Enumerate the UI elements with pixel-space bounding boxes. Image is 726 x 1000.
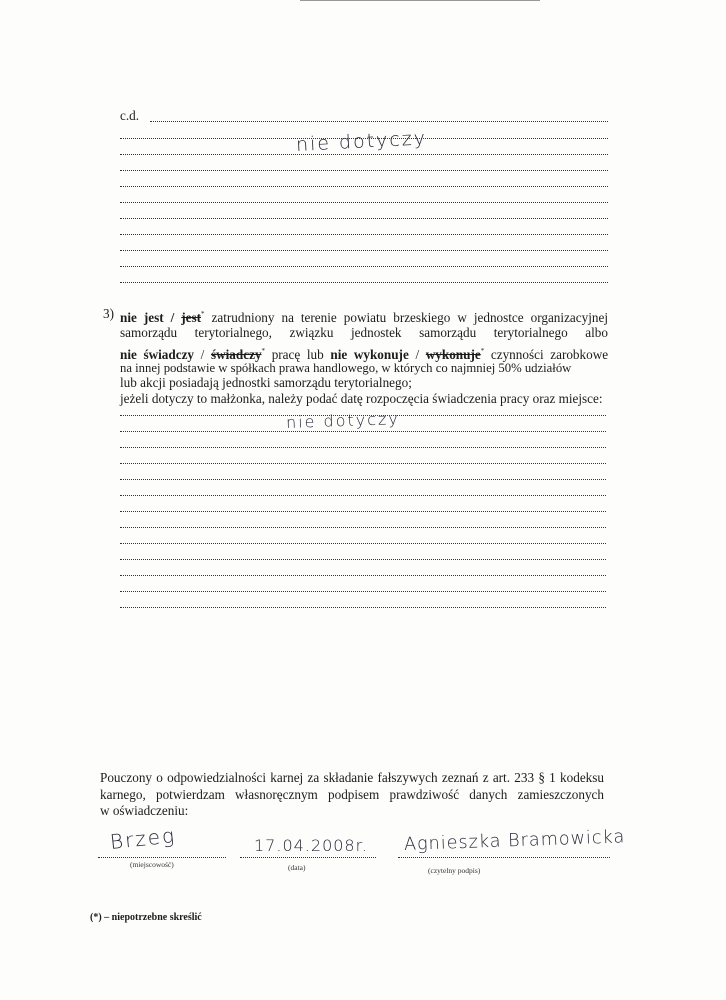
- section-cd-label: c.d.: [120, 108, 140, 123]
- declaration-line1: Pouczony o odpowiedzialności karnej za składanie fałszywych zeznań z art. 233 § 1 kodeksu: [100, 770, 604, 785]
- fill-line: [120, 543, 606, 544]
- handwritten-not-applicable-1: nie dotyczy: [295, 127, 428, 156]
- fill-line: [120, 250, 608, 251]
- fill-line: [120, 463, 606, 464]
- handwritten-place: Brzeg: [108, 823, 178, 854]
- fill-line: [120, 511, 606, 512]
- signature-line: [398, 857, 610, 858]
- fill-line: [120, 234, 608, 235]
- item3-line4: na innej podstawie w spółkach prawa handlowego, w których co najmniej 50% udziałów: [120, 361, 572, 375]
- fill-line: [120, 202, 608, 203]
- item3-line2: samorządu terytorialnego, związku jednostek samorządu terytorialnego albo: [120, 325, 608, 340]
- handwritten-date: 17.04.2008r.: [254, 836, 368, 855]
- place-caption: (miejscowość): [130, 860, 174, 869]
- fill-line: [120, 266, 608, 267]
- fill-line: [120, 607, 606, 608]
- date-line: [240, 857, 376, 858]
- fill-line: [120, 591, 606, 592]
- date-caption: (data): [288, 863, 306, 872]
- fill-line: [120, 218, 608, 219]
- item3-number: 3): [103, 306, 114, 321]
- item3-line1: nie jest / jest* zatrudniony na terenie powiatu brzeskiego w jednostce organizacyjnej: [120, 310, 608, 325]
- item3-line6: jeżeli dotyczy to małżonka, należy podać datę rozpoczęcia świadczenia pracy oraz miejsce:: [120, 391, 603, 406]
- handwritten-not-applicable-2: nie dotyczy: [285, 409, 401, 432]
- fill-line: [120, 527, 606, 528]
- place-line: [98, 857, 226, 858]
- fill-line: [120, 479, 606, 480]
- fill-line: [120, 282, 608, 283]
- handwritten-signature: Agnieszka Bramowicka: [403, 826, 626, 855]
- fill-line: [120, 447, 606, 448]
- fill-line: [120, 575, 606, 576]
- fill-line: [150, 121, 608, 122]
- fill-line: [120, 170, 608, 171]
- declaration-line3: w oświadczeniu:: [100, 803, 189, 818]
- fill-line: [120, 186, 608, 187]
- item3-line3: nie świadczy / świadczy* pracę lub nie wykonuje / wykonuje* czynności zarobkowe: [120, 347, 609, 362]
- declaration-line2: karnego, potwierdzam własnoręcznym podpisem prawdziwość danych zamieszczonych: [100, 787, 604, 802]
- footnote: (*) – niepotrzebne skreślić: [90, 912, 202, 923]
- scan-edge-line: [300, 0, 540, 1]
- fill-line: [120, 431, 606, 432]
- item3-line5: lub akcji posiadają jednostki samorządu terytorialnego;: [120, 375, 412, 390]
- signature-caption: (czytelny podpis): [428, 866, 481, 875]
- fill-line: [120, 559, 606, 560]
- fill-line: [120, 154, 608, 155]
- fill-line: [120, 495, 606, 496]
